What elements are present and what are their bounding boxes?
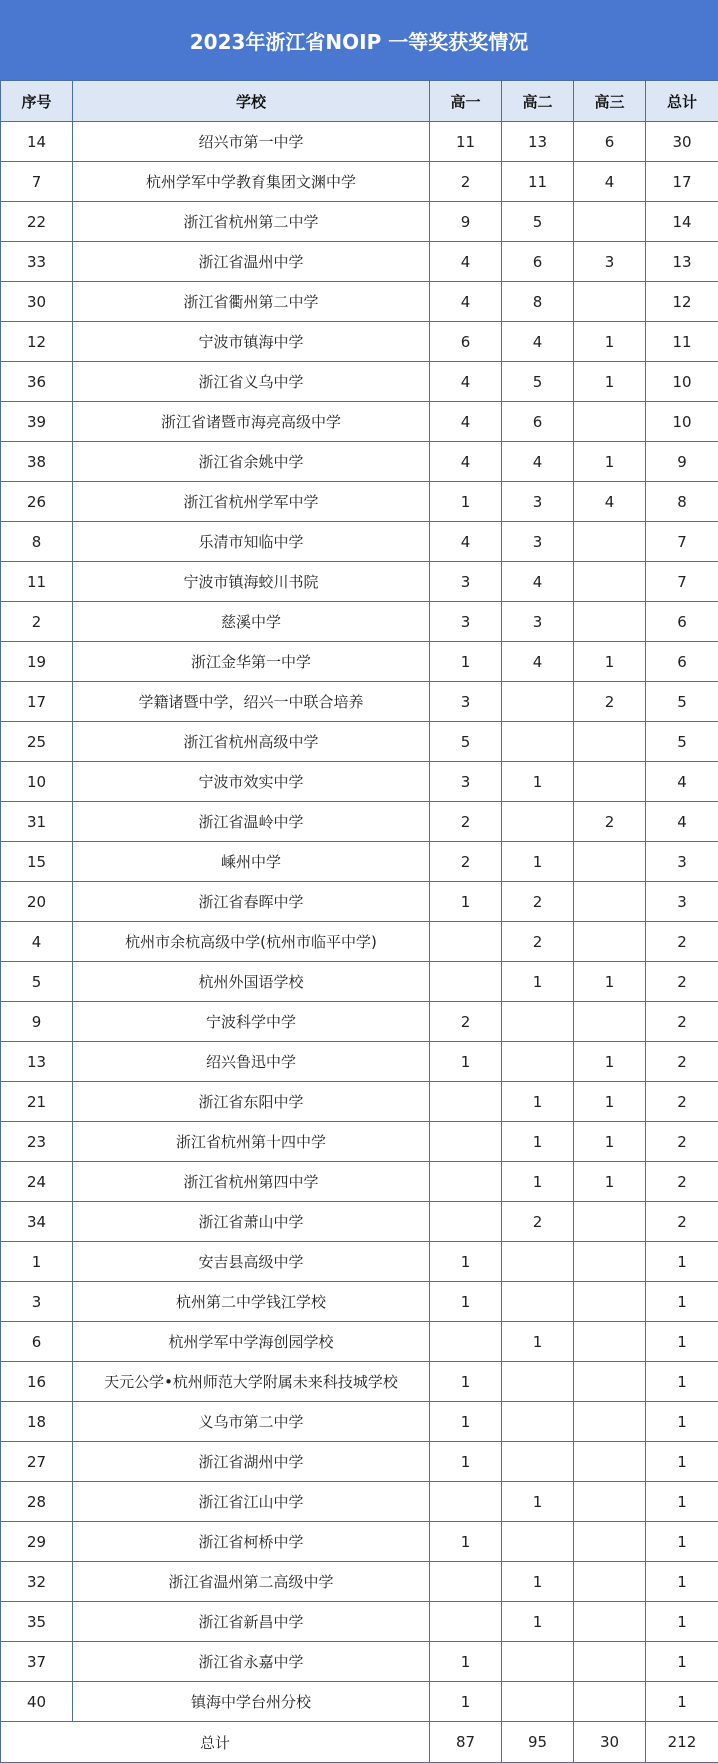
table-row	[1, 962, 718, 1002]
cell-index: 6	[1, 1322, 73, 1362]
table-row	[1, 442, 718, 482]
cell-grade-2: 11	[502, 162, 574, 202]
cell-index: 2	[1, 602, 73, 642]
cell-grade-1: 1	[430, 1282, 502, 1322]
table-row	[1, 762, 718, 802]
cell-index: 25	[1, 722, 73, 762]
table-row	[1, 1442, 718, 1482]
cell-school: 浙江省春晖中学	[73, 882, 430, 922]
cell-index: 19	[1, 642, 73, 682]
cell-total: 2	[646, 1002, 718, 1042]
cell-school: 浙江金华第一中学	[73, 642, 430, 682]
cell-grade-3	[574, 1282, 646, 1322]
cell-grade-3: 1	[574, 642, 646, 682]
cell-index: 13	[1, 1042, 73, 1082]
table-row	[1, 642, 718, 682]
cell-grade-2: 8	[502, 282, 574, 322]
cell-grade-3: 3	[574, 242, 646, 282]
cell-grade-1: 4	[430, 522, 502, 562]
cell-school: 宁波市效实中学	[73, 762, 430, 802]
table-row	[1, 1642, 718, 1682]
cell-grade-3: 4	[574, 162, 646, 202]
cell-grade-1: 4	[430, 442, 502, 482]
cell-grade-3	[574, 1442, 646, 1482]
cell-grade-2: 1	[502, 1482, 574, 1522]
cell-grade-1: 1	[430, 882, 502, 922]
cell-school: 绍兴市第一中学	[73, 122, 430, 162]
cell-school: 学籍诸暨中学，绍兴一中联合培养	[73, 682, 430, 722]
cell-grade-2: 1	[502, 842, 574, 882]
cell-index: 30	[1, 282, 73, 322]
cell-index: 11	[1, 562, 73, 602]
cell-grade-1: 1	[430, 1402, 502, 1442]
cell-school: 义乌市第二中学	[73, 1402, 430, 1442]
cell-grade-3	[574, 1322, 646, 1362]
cell-school: 浙江省余姚中学	[73, 442, 430, 482]
cell-grade-1: 4	[430, 242, 502, 282]
cell-grade-1: 2	[430, 1002, 502, 1042]
cell-index: 31	[1, 802, 73, 842]
cell-total: 9	[646, 442, 718, 482]
cell-grade-2: 6	[502, 402, 574, 442]
table-title: 2023年浙江省NOIP 一等奖获奖情况	[0, 0, 718, 80]
cell-total: 1	[646, 1642, 718, 1682]
table-row	[1, 802, 718, 842]
cell-school: 浙江省萧山中学	[73, 1202, 430, 1242]
table-row	[1, 402, 718, 442]
cell-index: 23	[1, 1122, 73, 1162]
cell-total: 2	[646, 1122, 718, 1162]
cell-grade-3	[574, 1242, 646, 1282]
cell-grade-3	[574, 1602, 646, 1642]
cell-grade-1	[430, 1202, 502, 1242]
cell-school: 浙江省江山中学	[73, 1482, 430, 1522]
table-row	[1, 1562, 718, 1602]
header-grade-1: 高一	[430, 81, 502, 122]
cell-grade-1: 1	[430, 1682, 502, 1722]
table-row	[1, 482, 718, 522]
cell-grade-2	[502, 682, 574, 722]
cell-index: 35	[1, 1602, 73, 1642]
table-row	[1, 602, 718, 642]
table-row	[1, 242, 718, 282]
cell-grade-2	[502, 1042, 574, 1082]
cell-grade-3: 1	[574, 442, 646, 482]
cell-grade-3: 1	[574, 362, 646, 402]
cell-index: 27	[1, 1442, 73, 1482]
cell-grade-2: 13	[502, 122, 574, 162]
header-grade-3: 高三	[574, 81, 646, 122]
cell-grade-2	[502, 1242, 574, 1282]
cell-grade-2: 5	[502, 362, 574, 402]
table-row	[1, 1682, 718, 1722]
cell-index: 39	[1, 402, 73, 442]
cell-school: 浙江省温岭中学	[73, 802, 430, 842]
cell-grade-2	[502, 1642, 574, 1682]
cell-school: 安吉县高级中学	[73, 1242, 430, 1282]
cell-grade-2: 5	[502, 202, 574, 242]
cell-grade-1	[430, 1322, 502, 1362]
cell-grade-3	[574, 1202, 646, 1242]
cell-grade-3	[574, 762, 646, 802]
cell-total: 11	[646, 322, 718, 362]
cell-index: 4	[1, 922, 73, 962]
cell-total: 3	[646, 842, 718, 882]
cell-total: 1	[646, 1522, 718, 1562]
cell-grade-1	[430, 1162, 502, 1202]
cell-grade-1: 1	[430, 1242, 502, 1282]
cell-total: 30	[646, 122, 718, 162]
table-row	[1, 362, 718, 402]
cell-grade-2	[502, 802, 574, 842]
cell-index: 20	[1, 882, 73, 922]
cell-total: 5	[646, 722, 718, 762]
cell-school: 浙江省永嘉中学	[73, 1642, 430, 1682]
cell-grade-2: 1	[502, 762, 574, 802]
cell-grade-1: 1	[430, 642, 502, 682]
cell-grade-3	[574, 282, 646, 322]
table-row	[1, 922, 718, 962]
cell-total: 2	[646, 1202, 718, 1242]
cell-index: 26	[1, 482, 73, 522]
cell-school: 杭州外国语学校	[73, 962, 430, 1002]
table-row	[1, 322, 718, 362]
cell-grade-1: 6	[430, 322, 502, 362]
table-row	[1, 1322, 718, 1362]
cell-grade-2: 6	[502, 242, 574, 282]
cell-index: 32	[1, 1562, 73, 1602]
cell-grade-2: 1	[502, 1162, 574, 1202]
cell-index: 34	[1, 1202, 73, 1242]
cell-school: 浙江省义乌中学	[73, 362, 430, 402]
cell-grade-2	[502, 722, 574, 762]
cell-grade-3: 1	[574, 1162, 646, 1202]
table-row	[1, 1082, 718, 1122]
cell-total: 1	[646, 1602, 718, 1642]
header-index: 序号	[1, 81, 73, 122]
cell-grade-3: 1	[574, 322, 646, 362]
cell-index: 22	[1, 202, 73, 242]
cell-school: 浙江省衢州第二中学	[73, 282, 430, 322]
cell-index: 17	[1, 682, 73, 722]
cell-school: 杭州市余杭高级中学(杭州市临平中学)	[73, 922, 430, 962]
table-row	[1, 1522, 718, 1562]
cell-grade-3	[574, 562, 646, 602]
cell-grade-3	[574, 882, 646, 922]
cell-total: 12	[646, 282, 718, 322]
cell-grade-3: 6	[574, 122, 646, 162]
table-row	[1, 202, 718, 242]
cell-grade-2: 3	[502, 602, 574, 642]
cell-grade-1: 9	[430, 202, 502, 242]
table-row	[1, 562, 718, 602]
cell-grade-3: 2	[574, 682, 646, 722]
cell-total: 3	[646, 882, 718, 922]
cell-grade-1: 1	[430, 482, 502, 522]
total-row	[1, 1722, 718, 1763]
cell-school: 浙江省新昌中学	[73, 1602, 430, 1642]
cell-grade-1: 5	[430, 722, 502, 762]
cell-grade-1: 1	[430, 1042, 502, 1082]
cell-grade-1: 4	[430, 282, 502, 322]
cell-grade-3: 4	[574, 482, 646, 522]
table-row	[1, 122, 718, 162]
cell-grade-2: 1	[502, 1082, 574, 1122]
cell-school: 杭州学军中学海创园学校	[73, 1322, 430, 1362]
cell-index: 10	[1, 762, 73, 802]
cell-grade-3	[574, 1562, 646, 1602]
cell-index: 1	[1, 1242, 73, 1282]
cell-total: 2	[646, 922, 718, 962]
table-row	[1, 882, 718, 922]
cell-total: 1	[646, 1442, 718, 1482]
cell-index: 8	[1, 522, 73, 562]
cell-grade-3	[574, 202, 646, 242]
cell-school: 浙江省杭州第十四中学	[73, 1122, 430, 1162]
cell-school: 浙江省温州第二高级中学	[73, 1562, 430, 1602]
cell-total: 1	[646, 1282, 718, 1322]
cell-grade-3	[574, 522, 646, 562]
table-row	[1, 1242, 718, 1282]
cell-grade-3	[574, 1682, 646, 1722]
cell-grade-1	[430, 962, 502, 1002]
header-school: 学校	[73, 81, 430, 122]
cell-grade-1	[430, 1602, 502, 1642]
cell-grade-1	[430, 1482, 502, 1522]
cell-grade-1: 3	[430, 682, 502, 722]
cell-index: 36	[1, 362, 73, 402]
cell-index: 37	[1, 1642, 73, 1682]
cell-grade-1	[430, 1122, 502, 1162]
cell-grade-1	[430, 1562, 502, 1602]
header-total: 总计	[646, 81, 718, 122]
cell-grade-1: 3	[430, 562, 502, 602]
cell-grade-2: 4	[502, 642, 574, 682]
cell-total: 1	[646, 1322, 718, 1362]
table-row	[1, 1482, 718, 1522]
header-row	[1, 81, 718, 122]
cell-total: 14	[646, 202, 718, 242]
table-row	[1, 1162, 718, 1202]
cell-index: 16	[1, 1362, 73, 1402]
cell-index: 24	[1, 1162, 73, 1202]
table-body	[1, 122, 718, 1763]
total-sum: 212	[646, 1722, 718, 1763]
cell-grade-2	[502, 1682, 574, 1722]
cell-grade-3	[574, 1002, 646, 1042]
cell-grade-3	[574, 922, 646, 962]
cell-grade-1: 4	[430, 362, 502, 402]
cell-grade-1: 1	[430, 1362, 502, 1402]
cell-school: 浙江省柯桥中学	[73, 1522, 430, 1562]
table-row	[1, 1402, 718, 1442]
cell-grade-3	[574, 402, 646, 442]
cell-school: 绍兴鲁迅中学	[73, 1042, 430, 1082]
cell-grade-3	[574, 602, 646, 642]
cell-grade-2: 3	[502, 482, 574, 522]
table-row	[1, 1362, 718, 1402]
table-row	[1, 1602, 718, 1642]
cell-total: 13	[646, 242, 718, 282]
cell-total: 2	[646, 1082, 718, 1122]
cell-index: 33	[1, 242, 73, 282]
cell-grade-1: 3	[430, 602, 502, 642]
cell-grade-3	[574, 722, 646, 762]
cell-total: 7	[646, 562, 718, 602]
table-row	[1, 1042, 718, 1082]
cell-total: 1	[646, 1362, 718, 1402]
cell-index: 28	[1, 1482, 73, 1522]
cell-grade-1	[430, 922, 502, 962]
total-grade-2: 95	[502, 1722, 574, 1763]
cell-grade-3	[574, 1482, 646, 1522]
table-row	[1, 1122, 718, 1162]
cell-grade-2	[502, 1442, 574, 1482]
cell-grade-1: 2	[430, 842, 502, 882]
cell-grade-2: 4	[502, 322, 574, 362]
cell-school: 浙江省杭州学军中学	[73, 482, 430, 522]
header-grade-2: 高二	[502, 81, 574, 122]
cell-grade-1: 2	[430, 162, 502, 202]
cell-grade-3	[574, 1362, 646, 1402]
cell-index: 7	[1, 162, 73, 202]
cell-total: 1	[646, 1482, 718, 1522]
cell-school: 嵊州中学	[73, 842, 430, 882]
table-row	[1, 1202, 718, 1242]
cell-grade-2: 3	[502, 522, 574, 562]
cell-grade-2: 1	[502, 962, 574, 1002]
cell-total: 2	[646, 1042, 718, 1082]
table-row	[1, 842, 718, 882]
table-row	[1, 722, 718, 762]
cell-grade-1: 1	[430, 1642, 502, 1682]
cell-index: 21	[1, 1082, 73, 1122]
award-table	[0, 80, 718, 1763]
cell-index: 29	[1, 1522, 73, 1562]
cell-total: 17	[646, 162, 718, 202]
cell-grade-3: 2	[574, 802, 646, 842]
cell-grade-3: 1	[574, 1082, 646, 1122]
cell-school: 宁波市镇海蛟川书院	[73, 562, 430, 602]
cell-grade-2: 1	[502, 1602, 574, 1642]
cell-total: 8	[646, 482, 718, 522]
cell-grade-2: 4	[502, 562, 574, 602]
cell-school: 镇海中学台州分校	[73, 1682, 430, 1722]
cell-index: 5	[1, 962, 73, 1002]
cell-index: 40	[1, 1682, 73, 1722]
cell-grade-2	[502, 1282, 574, 1322]
cell-index: 9	[1, 1002, 73, 1042]
cell-grade-1: 11	[430, 122, 502, 162]
cell-grade-3: 1	[574, 1042, 646, 1082]
cell-school: 宁波市镇海中学	[73, 322, 430, 362]
total-grade-1: 87	[430, 1722, 502, 1763]
cell-index: 3	[1, 1282, 73, 1322]
cell-grade-3	[574, 1402, 646, 1442]
table-row	[1, 682, 718, 722]
cell-index: 38	[1, 442, 73, 482]
cell-index: 14	[1, 122, 73, 162]
cell-index: 12	[1, 322, 73, 362]
table-row	[1, 162, 718, 202]
cell-grade-2	[502, 1402, 574, 1442]
cell-total: 1	[646, 1242, 718, 1282]
cell-school: 浙江省杭州第二中学	[73, 202, 430, 242]
cell-total: 5	[646, 682, 718, 722]
cell-total: 10	[646, 402, 718, 442]
cell-school: 浙江省东阳中学	[73, 1082, 430, 1122]
cell-index: 18	[1, 1402, 73, 1442]
cell-grade-2: 1	[502, 1122, 574, 1162]
table-row	[1, 282, 718, 322]
total-label: 总计	[1, 1722, 430, 1763]
cell-total: 1	[646, 1682, 718, 1722]
cell-grade-2: 4	[502, 442, 574, 482]
cell-total: 2	[646, 1162, 718, 1202]
cell-grade-1: 1	[430, 1442, 502, 1482]
cell-grade-3	[574, 1522, 646, 1562]
cell-grade-1: 1	[430, 1522, 502, 1562]
cell-grade-2: 2	[502, 1202, 574, 1242]
cell-total: 2	[646, 962, 718, 1002]
cell-grade-1: 2	[430, 802, 502, 842]
cell-school: 宁波科学中学	[73, 1002, 430, 1042]
cell-total: 6	[646, 602, 718, 642]
cell-grade-1	[430, 1082, 502, 1122]
table-row	[1, 522, 718, 562]
cell-grade-3	[574, 1642, 646, 1682]
cell-total: 7	[646, 522, 718, 562]
cell-school: 浙江省杭州高级中学	[73, 722, 430, 762]
cell-grade-3: 1	[574, 1122, 646, 1162]
cell-grade-2	[502, 1002, 574, 1042]
cell-grade-3: 1	[574, 962, 646, 1002]
cell-grade-2: 2	[502, 882, 574, 922]
cell-total: 4	[646, 802, 718, 842]
cell-grade-2	[502, 1362, 574, 1402]
cell-total: 10	[646, 362, 718, 402]
cell-grade-1: 4	[430, 402, 502, 442]
cell-grade-2: 2	[502, 922, 574, 962]
cell-grade-2: 1	[502, 1322, 574, 1362]
cell-school: 杭州学军中学教育集团文渊中学	[73, 162, 430, 202]
cell-school: 浙江省诸暨市海亮高级中学	[73, 402, 430, 442]
cell-grade-3	[574, 842, 646, 882]
cell-school: 天元公学•杭州师范大学附属未来科技城学校	[73, 1362, 430, 1402]
total-grade-3: 30	[574, 1722, 646, 1763]
cell-total: 6	[646, 642, 718, 682]
table-row	[1, 1002, 718, 1042]
cell-grade-1: 3	[430, 762, 502, 802]
cell-grade-2	[502, 1522, 574, 1562]
cell-school: 浙江省温州中学	[73, 242, 430, 282]
cell-school: 乐清市知临中学	[73, 522, 430, 562]
cell-index: 15	[1, 842, 73, 882]
cell-total: 1	[646, 1402, 718, 1442]
cell-school: 浙江省杭州第四中学	[73, 1162, 430, 1202]
cell-school: 杭州第二中学钱江学校	[73, 1282, 430, 1322]
cell-total: 4	[646, 762, 718, 802]
cell-school: 慈溪中学	[73, 602, 430, 642]
table-row	[1, 1282, 718, 1322]
cell-grade-2: 1	[502, 1562, 574, 1602]
cell-total: 1	[646, 1562, 718, 1602]
cell-school: 浙江省湖州中学	[73, 1442, 430, 1482]
